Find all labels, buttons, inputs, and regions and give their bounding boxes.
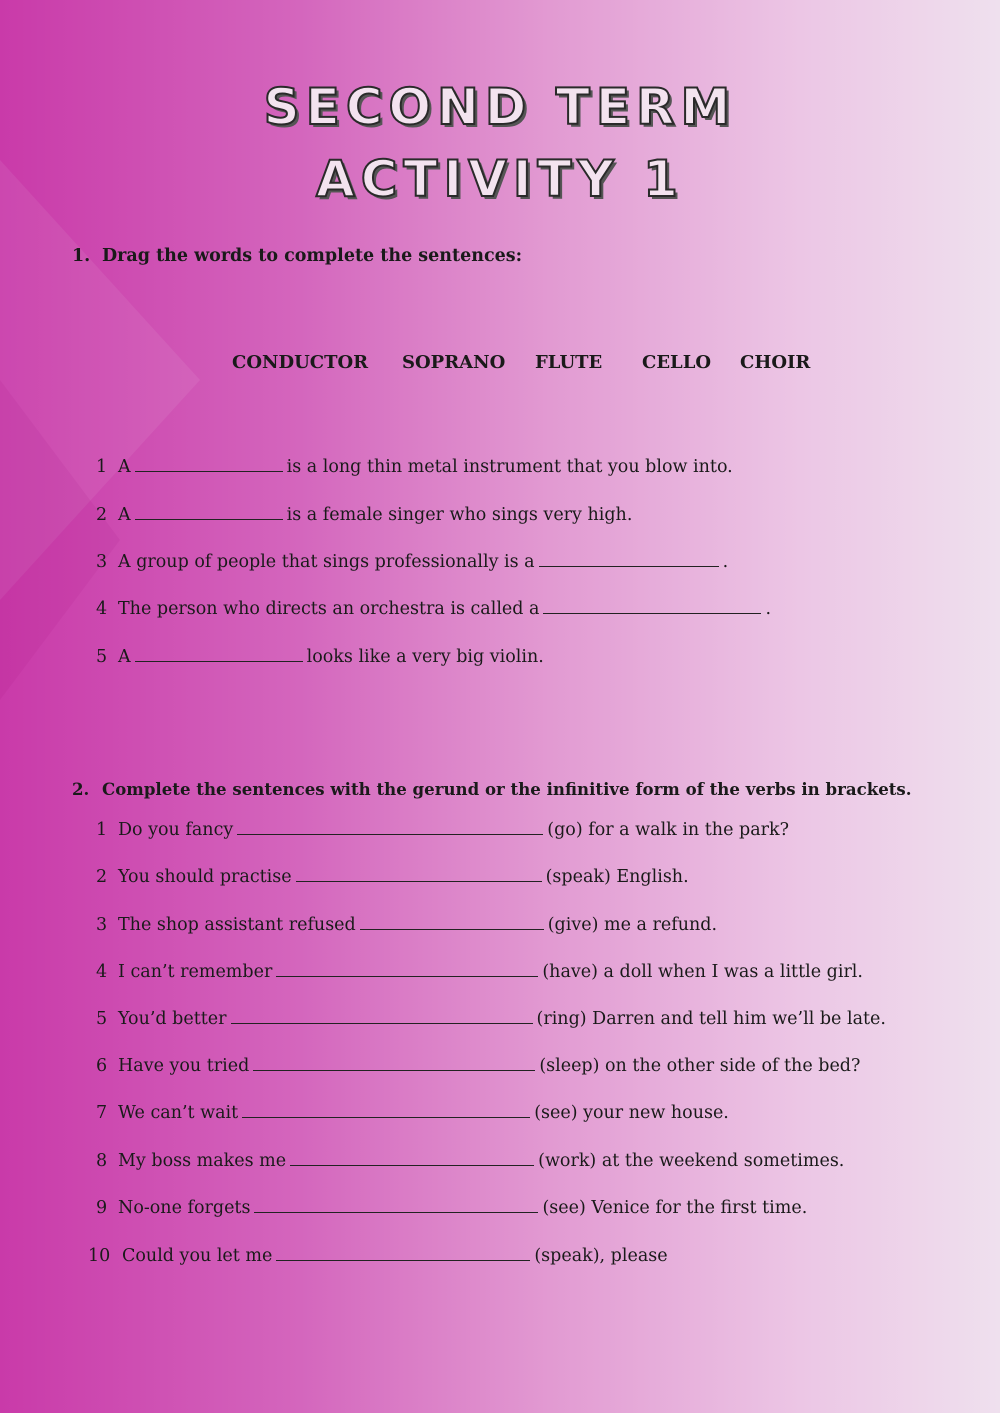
item-text-after: (sleep) on the other side of the bed? <box>539 1056 861 1076</box>
item-text-before: Have you tried <box>118 1056 250 1076</box>
item-text-before: A <box>118 457 131 477</box>
item-text-before: No-one forgets <box>118 1198 251 1218</box>
item-number: 2 <box>96 505 108 525</box>
item-number: 1 <box>96 457 108 477</box>
item-number: 6 <box>96 1056 108 1076</box>
answer-blank[interactable] <box>237 818 543 835</box>
word-chip-choir[interactable]: CHOIR <box>740 352 811 373</box>
item-number: 5 <box>96 1009 108 1029</box>
item-number: 4 <box>96 962 108 982</box>
item-number: 1 <box>96 820 108 840</box>
item-text-after: (go) for a walk in the park? <box>547 820 789 840</box>
s1-item-1 <box>96 455 733 477</box>
item-number: 3 <box>96 915 108 935</box>
item-number: 2 <box>96 867 108 887</box>
item-text-before: A group of people that sings professionally is a <box>118 552 535 572</box>
item-text-after: (ring) Darren and tell him we’ll be late. <box>536 1009 886 1029</box>
answer-blank[interactable] <box>231 1007 533 1024</box>
section-1-number: 1. <box>72 246 91 266</box>
item-text-before: Could you let me <box>122 1246 273 1266</box>
section-2-number: 2. <box>72 779 90 799</box>
item-number: 7 <box>96 1103 108 1123</box>
s2-item-2 <box>96 865 689 887</box>
s2-item-5 <box>96 1007 886 1029</box>
item-text-after: (see) your new house. <box>534 1103 729 1123</box>
item-text-before: Do you fancy <box>118 820 234 840</box>
item-text-after: (see) Venice for the first time. <box>542 1198 808 1218</box>
answer-blank[interactable] <box>296 865 542 882</box>
title-line-2: ACTIVITY 1 <box>316 150 684 208</box>
word-chip-cello[interactable]: CELLO <box>642 352 712 373</box>
s1-item-3 <box>96 550 728 572</box>
s2-item-6 <box>96 1054 860 1076</box>
answer-blank[interactable] <box>135 503 283 520</box>
item-text-before: The shop assistant refused <box>118 915 356 935</box>
word-chip-conductor[interactable]: CONDUCTOR <box>232 352 369 373</box>
s2-item-9 <box>96 1196 807 1218</box>
item-text-before: You’d better <box>118 1009 227 1029</box>
s2-item-3 <box>96 913 717 935</box>
s1-item-4 <box>96 597 771 619</box>
background-shape <box>0 160 200 600</box>
item-text-after: . <box>722 552 729 572</box>
word-chip-soprano[interactable]: SOPRANO <box>402 352 506 373</box>
answer-blank[interactable] <box>242 1101 530 1118</box>
item-number: 3 <box>96 552 108 572</box>
item-text-before: You should practise <box>118 867 292 887</box>
answer-blank[interactable] <box>290 1149 534 1166</box>
item-text-after: (have) a doll when I was a little girl. <box>542 962 863 982</box>
item-text-after: (work) at the weekend sometimes. <box>538 1151 845 1171</box>
item-text-after: . <box>765 599 772 619</box>
s2-item-1 <box>96 818 789 840</box>
section-1-instruction: Drag the words to complete the sentences: <box>102 246 523 266</box>
item-text-after: (speak), please <box>534 1246 668 1266</box>
item-number: 9 <box>96 1198 108 1218</box>
item-text-before: We can’t wait <box>118 1103 239 1123</box>
item-text-after: is a long thin metal instrument that you blow into. <box>286 457 733 477</box>
item-text-before: A <box>118 505 131 525</box>
item-number: 4 <box>96 599 108 619</box>
answer-blank[interactable] <box>543 597 761 614</box>
answer-blank[interactable] <box>135 455 283 472</box>
answer-blank[interactable] <box>539 550 719 567</box>
item-text-before: I can’t remember <box>118 962 273 982</box>
item-number: 5 <box>96 647 108 667</box>
item-text-after: (speak) English. <box>545 867 689 887</box>
item-number: 8 <box>96 1151 108 1171</box>
word-chip-flute[interactable]: FLUTE <box>535 352 603 373</box>
item-text-after: looks like a very big violin. <box>306 647 544 667</box>
section-2-heading <box>72 779 912 799</box>
item-text-before: My boss makes me <box>118 1151 287 1171</box>
title-line-1: SECOND TERM <box>263 78 737 136</box>
answer-blank[interactable] <box>135 645 303 662</box>
s1-item-2 <box>96 503 632 525</box>
answer-blank[interactable] <box>360 913 544 930</box>
s1-item-5 <box>96 645 544 667</box>
item-text-after: (give) me a refund. <box>547 915 718 935</box>
answer-blank[interactable] <box>276 960 538 977</box>
item-text-before: A <box>118 647 131 667</box>
section-1-heading <box>72 246 522 266</box>
s2-item-8 <box>96 1149 844 1171</box>
s2-item-10 <box>88 1244 668 1266</box>
item-text-before: The person who directs an orchestra is called a <box>118 599 540 619</box>
answer-blank[interactable] <box>276 1244 530 1261</box>
answer-blank[interactable] <box>253 1054 535 1071</box>
answer-blank[interactable] <box>254 1196 538 1213</box>
item-number: 10 <box>88 1246 111 1266</box>
s2-item-7 <box>96 1101 729 1123</box>
item-text-after: is a female singer who sings very high. <box>286 505 633 525</box>
s2-item-4 <box>96 960 863 982</box>
section-2-instruction: Complete the sentences with the gerund or the infinitive form of the verbs in brackets. <box>102 779 912 799</box>
